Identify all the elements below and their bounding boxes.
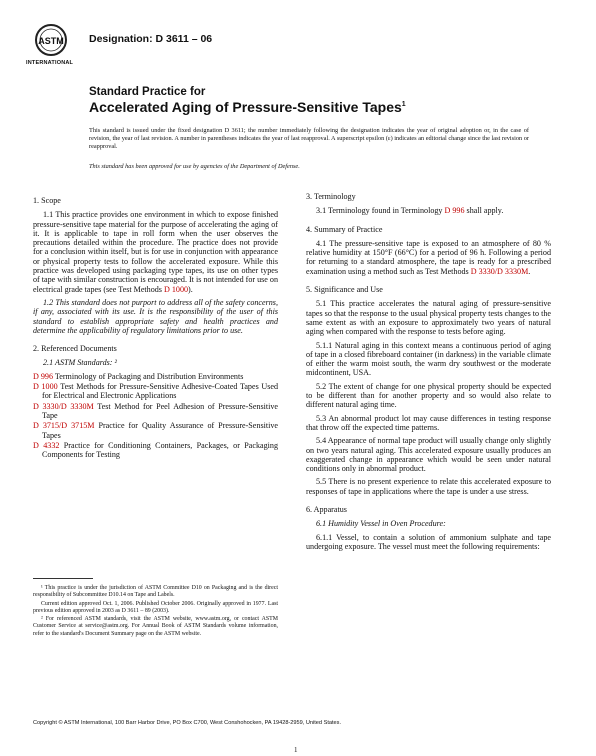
paragraph-1-1 [33,210,278,294]
paragraph-3-1-end: shall apply. [464,206,504,216]
paragraph-1-1-text: 1.1 This practice provides one environment in which to expose finished pressure-sensitive tape material for the purpose of accelerating the aging of it. It is applicable to tape in roll form when the user observes the precautions detailed within the procedure. The practice does not provide for a conclusion within itself, but is for use in conjunction with appearance or physical property tests to follow the accelerated exposure. While this practice was developed using packaging type tapes, its use on other types of tape with similar construction is encouraged. It is not intended for use on electrical grade tapes (see Test Methods [33,210,279,294]
right-column [306,192,551,555]
paragraph-1-1-end: ). [188,284,193,294]
paragraph-1-2: 1.2 This standard does not purport to address all of the safety concerns, if any, associated with its use. It is the responsibility of the user of this standard to establish appropriate safety and health practices and determine the applicability of regulatory limitations prior to use. [33,297,278,335]
paragraph-4-1-end: . [528,266,531,276]
section-3-heading: 3. Terminology [306,192,356,201]
footnote-1-edition: Current edition approved Oct. 1, 2006. Published October 2006. Originally approved in 1977. Last previous edition approved in 2003 as D 3611 – 89 (2003). [33,600,278,614]
paragraph-3-1-text: 3.1 Terminology found in Terminology [316,206,445,216]
ref-code-link[interactable]: D 4332 [33,440,60,450]
section-1-heading: 1. Scope [33,196,61,205]
paragraph-6-1: 6.1 Humidity Vessel in Oven Procedure: [316,519,446,529]
footnotes [33,585,278,639]
ref-title: Terminology of Packaging and Distribution Environments [53,371,244,381]
paragraph-2-1: 2.1 ASTM Standards: ² [43,358,117,368]
svg-text:ASTM: ASTM [38,36,64,46]
ref-code-link[interactable]: D 3330/D 3330M [33,401,94,411]
footnote-2: ² For referenced ASTM standards, visit the ASTM website, www.astm.org, or contact ASTM Customer Service at service@astm.org. For Annual Book of ASTM Standards volume information, refer to the standard's Document Summary page on the ASTM website. [33,616,278,637]
ref-code-link[interactable]: D 1000 [33,382,58,392]
page-number: 1 [294,746,298,754]
ref-link-d996[interactable]: D 996 [444,206,465,216]
paragraph-4-1 [306,239,551,276]
copyright-line: Copyright © ASTM International, 100 Barr Harbor Drive, PO Box C700, West Conshohocken, PA 19428-2959, United States. [33,720,341,726]
ref-title: Test Methods for Pressure-Sensitive Adhesive-Coated Tapes Used for Electrical and Electronic Applications [42,382,278,401]
title-text: Accelerated Aging of Pressure-Sensitive Tapes [89,99,402,115]
paragraph-5-2: 5.2 The extent of change for one physical property should be expected to be different than for another property and so would also relate to different natural aging time. [306,381,551,410]
designation: Designation: D 3611 – 06 [89,33,213,45]
paragraph-5-3: 5.3 An abnormal product lot may cause differences in testing response that throw off the expected time patterns. [306,413,551,432]
footnote-1: ¹ This practice is under the jurisdiction of ASTM Committee D10 on Packaging and is the direct responsibility of Subcommittee D10.14 on Tape and Labels. [33,585,278,599]
left-column [33,196,278,460]
ref-link-d1000[interactable]: D 1000 [163,284,189,294]
ref-code-link[interactable]: D 996 [33,371,54,381]
ref-title: Test Method for Peel Adhesion of Pressure-Sensitive Tape [42,401,278,420]
section-2-heading: 2. Referenced Documents [33,344,117,354]
title-line-1: Standard Practice for [89,86,206,98]
title-line-2 [89,99,406,115]
ref-link-d3330[interactable]: D 3330/D 3330M [470,266,529,276]
paragraph-5-1: 5.1 This practice accelerates the natural aging of pressure-sensitive tapes so that the response to the usual physical property tests changes to the same extent as with an exposure to approximately two years of natural aging when compared with the response to tests before aging. [306,299,551,337]
reference-item [33,421,278,440]
ref-title: Practice for Quality Assurance of Pressure-Sensitive Tapes [42,421,278,440]
footnote-divider [33,578,93,579]
paragraph-5-1-1: 5.1.1 Natural aging in this context means a continuous period of aging of tape in a closed fibreboard container (in darkness) in the variable climate of either the warm moist south, the warm dry southwest or the moderate midcontinent, USA. [306,340,551,378]
paragraph-3-1 [306,206,551,215]
astm-logo [30,22,72,74]
reference-item [33,441,278,460]
section-6-heading: 6. Apparatus [306,505,347,515]
reference-list [33,372,278,460]
paragraph-4-1-text: 4.1 The pressure-sensitive tape is exposed to an atmosphere of 80 % relative humidity at 150°F (66°C) for a period of 96 h. Following a period for returning to a standard atmosphere, the tape is ready for a prescribed examination using a method such as Test Methods [306,238,551,276]
reference-item [33,382,278,401]
ref-code-link[interactable]: D 3715/D 3715M [33,421,95,431]
dod-approval-note: This standard has been approved for use by agencies of the Department of Defense. [89,163,300,170]
issuance-note: This standard is issued under the fixed designation D 3611; the number immediately following the designation indicates the year of original adoption or, in the case of revision, the year of last revision. A number in parentheses indicates the year of last reapproval. A superscript epsilon (ε) indicates an editorial change since the last revision or reapproval. [89,127,529,151]
ref-title: Practice for Conditioning Containers, Packages, or Packaging Components for Testing [42,440,278,460]
paragraph-6-1-1: 6.1.1 Vessel, to contain a solution of ammonium sulphate and tape undergoing exposure. The vessel must meet the following requirements: [306,532,551,551]
reference-item [33,372,278,381]
section-5-heading: 5. Significance and Use [306,285,383,295]
logo-wordmark: INTERNATIONAL [26,60,74,66]
reference-item [33,402,278,421]
section-4-heading: 4. Summary of Practice [306,224,383,234]
paragraph-5-4: 5.4 Appearance of normal tape product will usually change only slightly on two years natural aging. This accelerated exposure usually produces an exaggerated change in appearance which would be seen under natural conditions only in abnormal product. [306,436,551,474]
paragraph-5-5: 5.5 There is no present experience to relate this accelerated exposure to responses of tape in applications where the tape is under a use stress. [306,477,551,496]
title-footnote-mark: 1 [401,101,406,108]
